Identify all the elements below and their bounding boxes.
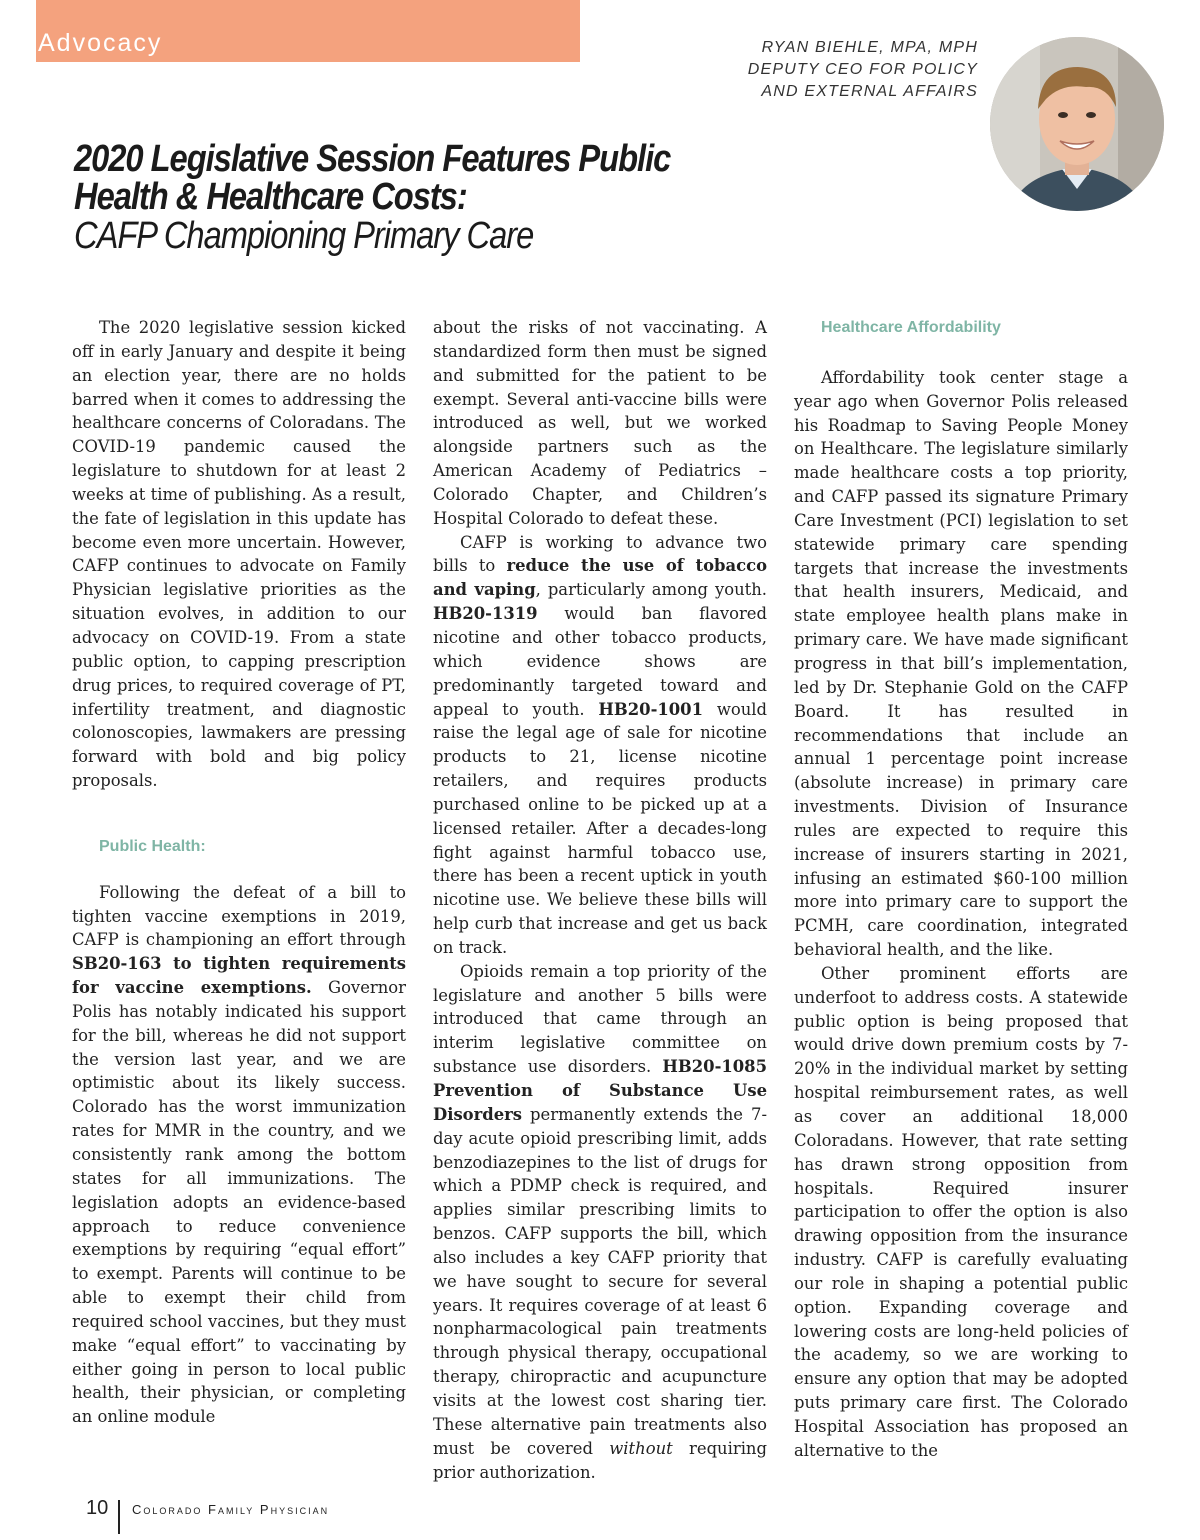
affordability-paragraph-2: Other prominent efforts are underfoot to address costs. A statewide public option is being proposed that would drive down premium costs by 7-20% in the individual market by setting hospital reimbursement rates, as well as cover an additional 18,000 Coloradans. However, that rate setting has drawn strong opposition from hospitals. Required insurer participation to offer the option is also drawing opposition from the insurance industry. CAFP is carefully evaluating our role in shaping a potential public option. Expanding coverage and lowering costs are long-held policies of the academy, so we are working to ensure any option that may be adopted puts primary care first. The Colorado Hospital Association has proposed an alternative to the <box>794 963 1128 1460</box>
page-number: 10 <box>86 1497 109 1519</box>
affordability-paragraph-1: Affordability took center stage a year ago when Governor Polis released his Roadmap to Saving People Money on Healthcare. The legislature similarly made healthcare costs a top priority, and CAFP passed its signature Primary Care Investment (PCI) legislation to set statewide primary care spending targets that increase the investments that health insurers, Medicaid, and state employee health plans make in primary care. We have made significant progress in that bill’s implementation, led by Dr. Stephanie Gold on the CAFP Board. It has resulted in recommendations that include an annual 1 percentage point increase (absolute increase) in primary care investments. Division of Insurance rules are expected to require this increase of insurers starting in 2021, infusing an estimated $60-100 million more into primary care to support the PCMH, care coordination, integrated behavioral health, and the like. <box>794 367 1128 960</box>
public-health-heading: Public Health: <box>99 837 206 855</box>
article-column-2 <box>433 316 767 1484</box>
footer-divider <box>118 1500 120 1534</box>
vaccine-paragraph-continued: about the risks of not vaccinating. A standardized form then must be signed and submitted for the patient to be exempt. Several anti-vaccine bills were introduced as well, but we worked alongside partners such as the American Academy of Pediatrics – Colorado Chapter, and Children’s Hospital Colorado to defeat these. <box>433 318 767 528</box>
author-photo <box>990 37 1164 211</box>
tobacco-paragraph: CAFP is working to advance two bills to reduce the use of tobacco and vaping, particularly among youth. HB20-1319 would ban flavored nicotine and other tobacco products, which evidence shows are predominantly targeted toward and appeal to youth. HB20-1001 would raise the legal age of sale for nicotine products to 21, license nicotine retailers, and requires products purchased online to be picked up at a licensed retailer. After a decades-long fight against harmful tobacco use, there has been a recent uptick in youth nicotine use. We believe these bills will help curb that increase and get us back on track. <box>433 532 768 957</box>
author-byline <box>748 37 978 103</box>
headline-line-2: Health & Healthcare Costs: <box>74 176 467 218</box>
author-title-line2: AND EXTERNAL AFFAIRS <box>761 83 978 100</box>
article-column-3 <box>794 316 1128 1463</box>
author-portrait-illustration <box>990 37 1164 211</box>
opioids-paragraph: Opioids remain a top priority of the legislature and another 5 bills were introduced that came through an interim legislative committee on substance use disorders. HB20-1085 Prevention of Substance Use Disorders permanently extends the 7-day acute opioid prescribing limit, adds benzodiazepines to the list of drugs for which a PDMP check is required, and applies similar prescribing limits to benzos. CAFP supports the bill, which also includes a key CAFP priority that we have sought to secure for several years. It requires coverage of at least 6 nonpharmacological pain treatments through physical therapy, occupational therapy, chiropractic and acupuncture visits at the lowest cost sharing tier. These alternative pain treatments also must be covered without requiring prior authorization. <box>433 961 767 1482</box>
headline-subtitle: CAFP Championing Primary Care <box>74 215 534 257</box>
intro-paragraph: The 2020 legislative session kicked off in early January and despite it being an election year, there are no holds barred when it comes to addressing the healthcare concerns of Coloradans. The COVID-19 pandemic caused the legislature to shutdown for at least 2 weeks at time of publishing. As a result, the fate of legislation in this update has become even more uncertain. However, CAFP continues to advocate on Family Physician legislative priorities as the situation evolves, in addition to our advocacy on COVID-19. From a state public option, to capping prescription drug prices, to required coverage of PT, infertility treatment, and diagnostic colonoscopies, lawmakers are pressing forward with bold and big policy proposals. <box>72 318 406 791</box>
section-label: Advocacy <box>38 29 163 57</box>
article-column-1 <box>72 316 406 1429</box>
author-name: RYAN BIEHLE, MPA, MPH <box>761 39 978 56</box>
headline-line-1: 2020 Legislative Session Features Public <box>74 138 671 180</box>
vaccine-paragraph: Following the defeat of a bill to tighten vaccine exemptions in 2019, CAFP is championing an effort through SB20-163 to tighten requirements for vaccine exemptions. Governor Polis has notably indicated his support for the bill, whereas he did not support the version last year, and we are optimistic about its likely success. Colorado has the worst immunization rates for MMR in the country, and we consistently rank among the bottom states for all immunizations. The legislation adopts an evidence-based approach to reduce convenience exemptions by requiring “equal effort” to exempt. Parents will continue to be able to exempt their child from required school vaccines, but they must make “equal effort” to vaccinating by either going in person to local public health, their physician, or completing an online module <box>72 882 406 1427</box>
publication-name: Colorado Family Physician <box>132 1502 330 1517</box>
section-banner <box>36 0 580 62</box>
article-headline <box>74 140 794 256</box>
affordability-heading: Healthcare Affordability <box>821 319 1001 336</box>
author-title-line1: DEPUTY CEO FOR POLICY <box>747 61 978 78</box>
